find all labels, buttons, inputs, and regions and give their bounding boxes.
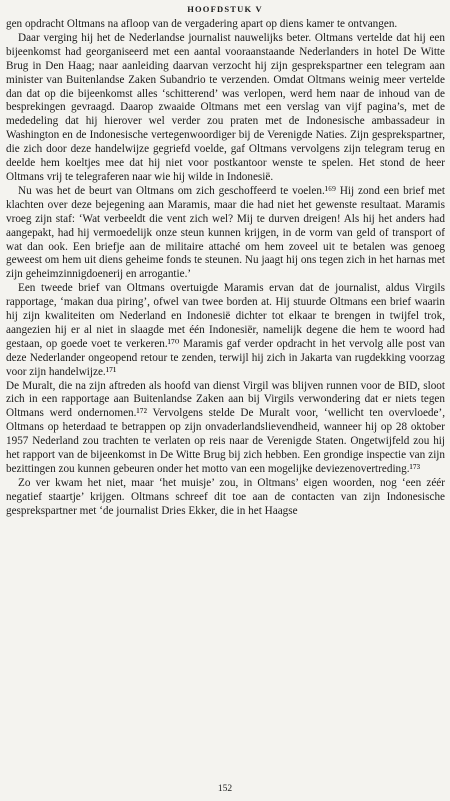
- paragraph: Zo ver kwam het niet, maar ‘het muisje’ zou, in Oltmans’ eigen woorden, nog ‘een zéér negatief staartje’ krijgen. Oltmans schreef dit toe aan de contacten van zijn Indonesische gesprekspartner met ‘de journalist Dries Ekker, die in het Haagse: [6, 476, 445, 517]
- paragraph: De Muralt, die na zijn aftreden als hoofd van dienst Virgil was blijven runnen voor de BID, sloot zich in een rapportage aan Buitenlandse Zaken aan bij Virgils verwondering dat er niets tegen Oltmans werd ondernomen.¹⁷² Vervolgens stelde De Muralt voor, ‘wellicht ten overvloede’, Oltmans op heterdaad te betrappen op zijn onvaderlandslievendheid, wanneer hij op 28 oktober 1957 Nederland zou trachten te verlaten op reis naar de Verenigde Staten. Ongetwijfeld zou hij het rapport van de bijeenkomst in De Witte Brug bij zich hebben. Een grondige inspectie van zijn bezittingen zou kunnen gebeuren onder het motto van een mogelijke deviezenovertreding.¹⁷³: [6, 379, 445, 475]
- body-text: [6, 18, 445, 519]
- paragraph-continuation: gen opdracht Oltmans na afloop van de vergadering apart op diens kamer te ontvangen.: [6, 18, 398, 30]
- paragraph: Daar verging hij het de Nederlandse journalist nauwelijks beter. Oltmans vertelde dat hij een bijeenkomst had georganiseerd met een aantal vooraanstaande Nederlanders in hotel De Witte Brug in Den Haag; naar aanleiding daarvan verzocht hij zijn gesprekspartner een telegram aan minister van Buitenlandse Zaken Subandrio te verzenden. Omdat Oltmans weinig meer vertelde dan dat op die bijeenkomst alles ‘schitterend’ was verlopen, werd hem naar de inhoud van de besprekingen gevraagd. Daarop zwaaide Oltmans met een verslag van vijf pagina’s, met de mededeling dat hij hierover wel verder zou praten met de Indonesische ambassadeur in Washington en de Indonesische vertegenwoordiger bij de Verenigde Naties. Zijn gesprekspartner, die zich door deze handelwijze gegriefd voelde, gaf Oltmans vervolgens zijn telegram terug en deelde hem koeltjes mee dat hij niet voor postkantoor wenste te spelen. Het stond de heer Oltmans vrij te telegraferen naar wie hij wilde in Indonesië.: [6, 31, 445, 183]
- paragraph: Een tweede brief van Oltmans overtuigde Maramis ervan dat de journalist, aldus Virgils rapportage, ‘makan dua piring’, ofwel van twee borden at. Hij stuurde Oltmans een brief waarin hij zijn kwaliteiten om Nederland en Indonesië dichter tot elkaar te brengen in twijfel trok, aangezien hij er al niet in slaagde met één Indonesiër, namelijk degene die hem te woord had gestaan, op goede voet te verkeren.¹⁷⁰ Maramis gaf verder opdracht in het vervolg alle post van deze Nederlander ongeopend retour te zenden, terwijl hij zich in Jakarta van rugdekking voorzag voor zijn handelwijze.¹⁷¹: [6, 282, 445, 378]
- running-head: HOOFDSTUK V: [187, 4, 263, 14]
- paragraph: Nu was het de beurt van Oltmans om zich geschoffeerd te voelen.¹⁶⁹ Hij zond een brief met klachten over deze bejegening aan Maramis, maar die had niet het gewenste resultaat. Maramis vroeg zijn staf: ‘Wat verbeeldt die vent zich wel? Mij te durven dreigen! Als hij het anders had aangepakt, had hij vermoedelijk onze steun kunnen krijgen, in de vorm van geld of transport of wat dan ook. Een briefje aan de militaire attaché om hem zoveel uit te betalen was genoeg geweest om hem uit diens geheime fonds te steunen. Nu jaagt hij ons tegen zich in het harnas met zijn geheimzinnigdoenerij en arrogantie.’: [6, 184, 445, 281]
- page-number: 152: [217, 784, 233, 794]
